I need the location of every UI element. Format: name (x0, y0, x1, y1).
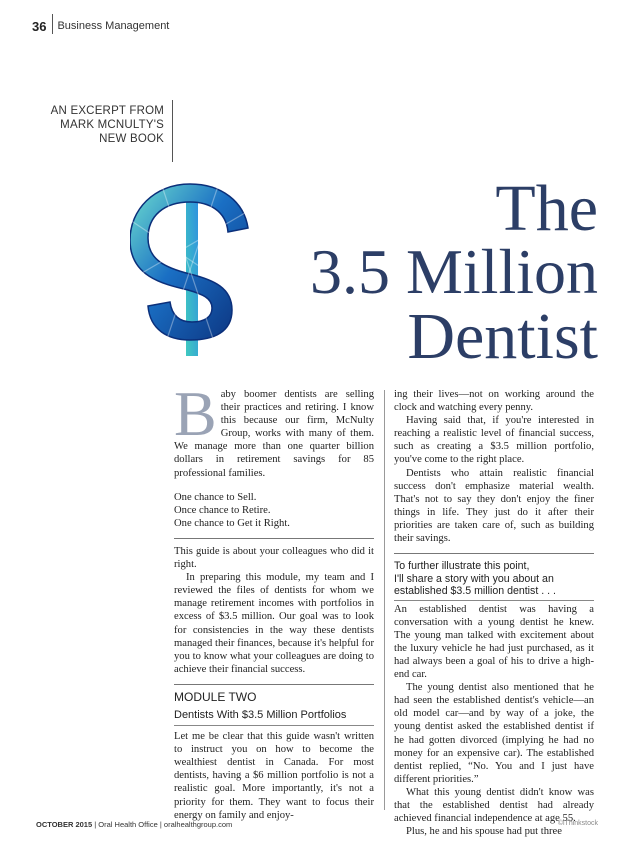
chance-line: One chance to Get it Right. (174, 517, 290, 529)
article-title-line: The (495, 172, 598, 245)
excerpt-label (40, 104, 164, 146)
module-subtitle: Dentists With $3.5 Million Portfolios (174, 709, 374, 726)
body-paragraph: The young dentist also mentioned that he had seen the established dentist's vehicle—an old model car—and by way of a joke, the young dentist asked the established dentist if he had gotten divorced (implying he had no money for an expensive car). The established dentist replied, “No. You and I just have different priorities.” (394, 682, 594, 785)
section-divider (174, 538, 374, 539)
excerpt-line: AN EXCERPT FROM (50, 105, 164, 117)
body-paragraph: This guide is about your colleagues who did it right. (174, 545, 374, 571)
footer-separator: | (159, 820, 162, 829)
chance-line: One chance to Sell. (174, 491, 257, 503)
body-paragraph: ing their lives—not on working around the clock and watching every penny. (394, 389, 594, 414)
drop-cap: B (174, 378, 217, 449)
excerpt-divider (172, 100, 173, 162)
page-number: 36 (32, 18, 47, 34)
story-subhead (394, 560, 594, 601)
article-column-2 (394, 388, 594, 838)
body-paragraph: Dentists who attain realistic financial success don't emphasize material wealth. That's not to say they don't enjoy the finer things in life. They just do it after their priorities are taken care of, such as building their savings. (394, 467, 594, 545)
body-paragraph: An established dentist was having a conversation with a young dentist he knew. The young man talked with excitement about the luxury vehicle he had just purchased, as it had always been a goal of his to drive a high-end car. (394, 603, 594, 681)
body-paragraph: In preparing this module, my team and I reviewed the files of dentists for whom we manage retirement incomes with portfolios in excess of $3.5 million. Our goal was to look for consistencies in the way these dentists managed their finances, because it's helpful for you to know what your colleagues are doing to achieve their financial success. (174, 572, 374, 675)
dollar-sign-icon (130, 180, 250, 360)
article-title-line: 3.5 Million (309, 236, 598, 307)
header-divider (52, 14, 53, 34)
subhead-line: I'll share a story with you about an (394, 572, 554, 585)
intro-paragraph: aby boomer dentists are selling their practices and retiring. I know this because our firm, McNulty Group, works with many of them. We manage more than one quarter billion dollars in retirement savings for 85 professional families. (174, 389, 374, 479)
module-title: MODULE TWO (174, 689, 257, 704)
website-link[interactable]: oralhealthgroup.com (163, 820, 233, 829)
subhead-line: established $3.5 million dentist . . . (394, 585, 556, 598)
body-paragraph: Plus, he and his spouse had put three (406, 826, 562, 838)
article-title-line: Dentist (407, 300, 598, 373)
section-divider (394, 553, 594, 554)
issue-date: OCTOBER 2015 (36, 820, 93, 829)
page-footer (36, 820, 232, 829)
body-paragraph: Having said that, if you're interested in reaching a realistic level of financial success, such as creating a $3.5 million portfolio, you've come to the right place. (394, 415, 594, 466)
article-column-1 (174, 378, 374, 822)
subhead-line: To further illustrate this point, (394, 560, 530, 573)
section-name: Business Management (57, 20, 170, 32)
body-paragraph: What this young dentist didn't know was that the established dentist had already achieved financial independence at age 55. (394, 786, 594, 825)
image-credit: ©iThinkstock (557, 820, 598, 827)
column-divider (384, 390, 385, 810)
publication-name: Oral Health Office (98, 820, 158, 829)
section-divider (174, 684, 374, 685)
body-paragraph: Let me be clear that this guide wasn't written to instruct you on how to become the wealthiest dentist in Canada. For most dentists, having a $6 million portfolio is not a realistic goal. More importantly, it's not a priority for them. They want to focus their energy on family and enjoy- (174, 731, 374, 821)
excerpt-line: NEW BOOK (99, 133, 164, 145)
excerpt-line: MARK MCNULTY'S (60, 119, 164, 131)
chance-line: Once chance to Retire. (174, 504, 271, 516)
footer-separator: | (94, 820, 97, 829)
